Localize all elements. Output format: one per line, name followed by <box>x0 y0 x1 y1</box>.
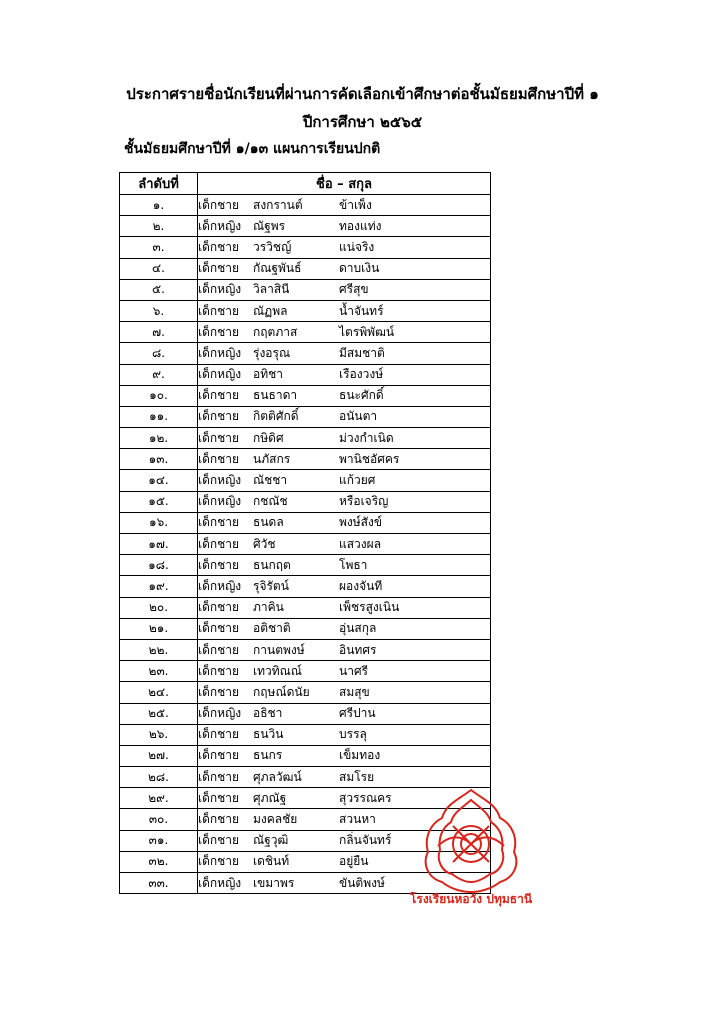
table-row <box>120 724 491 745</box>
name-prefix: เด็กชาย <box>198 621 240 636</box>
table-row <box>120 534 491 555</box>
last-name: ดาบเงิน <box>339 261 380 276</box>
row-number: ๒๔. <box>120 682 198 703</box>
first-name: ณัชชา <box>253 473 288 488</box>
row-number: ๒. <box>120 216 198 237</box>
first-name: ธนกร <box>253 748 283 763</box>
student-name <box>198 470 491 491</box>
name-prefix: เด็กชาย <box>198 303 240 318</box>
table-row <box>120 555 491 576</box>
table-row <box>120 258 491 279</box>
name-prefix: เด็กหญิง <box>198 218 242 233</box>
table-row <box>120 364 491 385</box>
row-number: ๘. <box>120 343 198 364</box>
row-number: ๓๑. <box>120 830 198 851</box>
student-name <box>198 555 491 576</box>
academic-year: ปีการศึกษา ๒๕๖๕ <box>302 113 423 131</box>
first-name: กชณัช <box>253 494 288 509</box>
last-name: มีสมชาติ <box>339 345 385 360</box>
name-prefix: เด็กชาย <box>198 642 240 657</box>
first-name: อติชาติ <box>253 621 291 636</box>
name-prefix: เด็กชาย <box>198 663 240 678</box>
name-prefix: เด็กชาย <box>198 388 240 403</box>
first-name: กษิดิศ <box>253 430 284 445</box>
last-name: โพธา <box>339 557 368 572</box>
last-name: ม่วงกำเนิด <box>339 430 394 445</box>
last-name: ศรีปาน <box>339 706 376 721</box>
table-row <box>120 470 491 491</box>
header-no: ลำดับที่ <box>120 173 198 195</box>
last-name: นาศรี <box>339 663 369 678</box>
table-row <box>120 491 491 512</box>
row-number: ๓๐. <box>120 809 198 830</box>
row-number: ๓๒. <box>120 851 198 872</box>
table-row <box>120 195 491 216</box>
row-number: ๑๒. <box>120 428 198 449</box>
last-name: เรืองวงษ์ <box>339 367 384 382</box>
table-row <box>120 597 491 618</box>
name-prefix: เด็กชาย <box>198 197 240 212</box>
last-name: อนันตา <box>339 409 378 424</box>
last-name: พงษ์สังข์ <box>339 515 383 530</box>
last-name: แก้วยศ <box>339 473 376 488</box>
last-name: ผองจันที <box>339 578 383 593</box>
first-name: กัณฐพันธ์ <box>253 261 302 276</box>
student-name <box>198 661 491 682</box>
first-name: กฤษณ์ดนัย <box>253 684 310 699</box>
name-prefix: เด็กหญิง <box>198 494 242 509</box>
table-row <box>120 767 491 788</box>
name-prefix: เด็กชาย <box>198 430 240 445</box>
table-row <box>120 618 491 639</box>
student-name <box>198 428 491 449</box>
student-name <box>198 343 491 364</box>
name-prefix: เด็กชาย <box>198 833 240 848</box>
name-prefix: เด็กชาย <box>198 854 240 869</box>
name-prefix: เด็กชาย <box>198 727 240 742</box>
school-seal-stamp <box>408 786 534 908</box>
table-row <box>120 703 491 724</box>
row-number: ๒๓. <box>120 661 198 682</box>
table-row <box>120 322 491 343</box>
name-prefix: เด็กชาย <box>198 600 240 615</box>
name-prefix: เด็กหญิง <box>198 875 242 890</box>
table-header-row <box>120 173 491 195</box>
first-name: เทวทิณณ์ <box>253 663 302 678</box>
student-name <box>198 724 491 745</box>
last-name: น้ำจันทร์ <box>339 303 384 318</box>
first-name: ศุภลวัฒน์ <box>253 769 302 784</box>
student-name <box>198 258 491 279</box>
row-number: ๖. <box>120 300 198 321</box>
table-row <box>120 512 491 533</box>
last-name: ทองแท่ง <box>339 218 382 233</box>
row-number: ๒๑. <box>120 618 198 639</box>
student-name <box>198 597 491 618</box>
student-name <box>198 745 491 766</box>
first-name: ณัฏพล <box>253 303 288 318</box>
first-name: มงคลชัย <box>253 812 298 827</box>
row-number: ๒๗. <box>120 745 198 766</box>
row-number: ๑๕. <box>120 491 198 512</box>
name-prefix: เด็กชาย <box>198 557 240 572</box>
last-name: ขันติพงษ์ <box>339 875 385 890</box>
row-number: ๑๓. <box>120 449 198 470</box>
student-name <box>198 322 491 343</box>
student-name <box>198 385 491 406</box>
student-name <box>198 279 491 300</box>
first-name: ธนธาดา <box>253 388 298 403</box>
table-row <box>120 745 491 766</box>
table-row <box>120 661 491 682</box>
table-row <box>120 682 491 703</box>
first-name: เขมาพร <box>253 875 295 890</box>
student-name <box>198 237 491 258</box>
last-name: สวนหา <box>339 812 376 827</box>
last-name: เพ็ชรสูงเนิน <box>339 600 400 615</box>
last-name: ธนะศักดิ์ <box>339 388 384 403</box>
table-row <box>120 385 491 406</box>
row-number: ๔. <box>120 258 198 279</box>
first-name: ภาคิน <box>253 600 284 615</box>
student-name <box>198 703 491 724</box>
first-name: อทิชา <box>253 367 283 382</box>
row-number: ๑๐. <box>120 385 198 406</box>
name-prefix: เด็กหญิง <box>198 706 242 721</box>
row-number: ๒๐. <box>120 597 198 618</box>
name-prefix: เด็กชาย <box>198 409 240 424</box>
name-prefix: เด็กชาย <box>198 324 240 339</box>
row-number: ๓. <box>120 237 198 258</box>
student-name <box>198 406 491 427</box>
name-prefix: เด็กหญิง <box>198 578 242 593</box>
name-prefix: เด็กหญิง <box>198 367 242 382</box>
row-number: ๒๘. <box>120 767 198 788</box>
first-name: วรวิชญ์ <box>253 239 292 254</box>
student-name <box>198 300 491 321</box>
last-name: ศรีสุข <box>339 282 369 297</box>
row-number: ๒๖. <box>120 724 198 745</box>
first-name: ณัฐพร <box>253 218 286 233</box>
table-row <box>120 428 491 449</box>
last-name: อยู่ยืน <box>339 854 369 869</box>
first-name: รุ่งอรุณ <box>253 345 291 360</box>
name-prefix: เด็กชาย <box>198 515 240 530</box>
table-row <box>120 576 491 597</box>
first-name: นภัสกร <box>253 451 291 466</box>
first-name: วิลาสินี <box>253 282 290 297</box>
last-name: หรือเจริญ <box>339 494 389 509</box>
name-prefix: เด็กชาย <box>198 451 240 466</box>
row-number: ๙. <box>120 364 198 385</box>
row-number: ๑๖. <box>120 512 198 533</box>
student-name <box>198 216 491 237</box>
student-name <box>198 534 491 555</box>
name-prefix: เด็กชาย <box>198 769 240 784</box>
name-prefix: เด็กหญิง <box>198 473 242 488</box>
row-number: ๑๗. <box>120 534 198 555</box>
student-name <box>198 618 491 639</box>
first-name: กิตติศักดิ์ <box>253 409 299 424</box>
row-number: ๑๘. <box>120 555 198 576</box>
first-name: สงกรานต์ <box>253 197 303 212</box>
table-row <box>120 343 491 364</box>
row-number: ๒๙. <box>120 788 198 809</box>
row-number: ๕. <box>120 279 198 300</box>
table-row <box>120 279 491 300</box>
first-name: ธนดล <box>253 515 284 530</box>
student-name <box>198 512 491 533</box>
student-name <box>198 491 491 512</box>
last-name: สุวรรณคร <box>339 790 392 805</box>
row-number: ๑๑. <box>120 406 198 427</box>
name-prefix: เด็กชาย <box>198 536 240 551</box>
table-row <box>120 639 491 660</box>
student-name <box>198 639 491 660</box>
name-prefix: เด็กหญิง <box>198 345 242 360</box>
first-name: กานตพงษ์ <box>253 642 305 657</box>
first-name: อธิชา <box>253 706 283 721</box>
last-name: ไตรพิพัฒน์ <box>339 324 395 339</box>
last-name: อุ่นสกุล <box>339 621 377 636</box>
row-number: ๒๒. <box>120 639 198 660</box>
table-row <box>120 449 491 470</box>
table-row <box>120 406 491 427</box>
last-name: เข็มทอง <box>339 748 381 763</box>
first-name: ศุภณัฐ <box>253 790 287 805</box>
student-name <box>198 576 491 597</box>
row-number: ๑. <box>120 195 198 216</box>
row-number: ๓๓. <box>120 873 198 894</box>
name-prefix: เด็กชาย <box>198 684 240 699</box>
row-number: ๑๙. <box>120 576 198 597</box>
row-number: ๗. <box>120 322 198 343</box>
row-number: ๒๕. <box>120 703 198 724</box>
document-title: ประกาศรายชื่อนักเรียนที่ผ่านการคัดเลือกเข้าศึกษาต่อชั้นมัธยมศึกษาปีที่ ๑ <box>126 85 599 103</box>
first-name: ศิวัช <box>253 536 276 551</box>
name-prefix: เด็กชาย <box>198 261 240 276</box>
first-name: เดชินท์ <box>253 854 290 869</box>
name-prefix: เด็กชาย <box>198 748 240 763</box>
name-prefix: เด็กชาย <box>198 790 240 805</box>
student-name <box>198 767 491 788</box>
name-prefix: เด็กชาย <box>198 239 240 254</box>
last-name: พานิชอัศคร <box>339 451 400 466</box>
first-name: กฤตภาส <box>253 324 298 339</box>
last-name: บรรลุ <box>339 727 367 742</box>
first-name: ธนวิน <box>253 727 284 742</box>
table-row <box>120 300 491 321</box>
stamp-text: โรงเรียนหอวัง ปทุมธานี <box>409 892 533 906</box>
last-name: แสวงผล <box>339 536 382 551</box>
last-name: แน่จริง <box>339 239 375 254</box>
last-name: ข้าเพ็ง <box>339 197 372 212</box>
last-name: กลิ่นจันทร์ <box>339 833 392 848</box>
table-row <box>120 216 491 237</box>
name-prefix: เด็กชาย <box>198 812 240 827</box>
student-name <box>198 449 491 470</box>
first-name: รุจิรัตน์ <box>253 578 289 593</box>
student-name <box>198 682 491 703</box>
first-name: ณัฐวุฒิ <box>253 833 289 848</box>
table-row <box>120 237 491 258</box>
last-name: อินทศร <box>339 642 377 657</box>
row-number: ๑๔. <box>120 470 198 491</box>
header-name: ชื่อ – สกุล <box>198 173 491 195</box>
last-name: สมโรย <box>339 769 375 784</box>
class-subtitle: ชั้นมัธยมศึกษาปีที่ ๑/๑๓ แผนการเรียนปกติ <box>124 141 381 157</box>
last-name: สมสุข <box>339 684 370 699</box>
student-name <box>198 364 491 385</box>
first-name: ธนกฤต <box>253 557 291 572</box>
student-name <box>198 195 491 216</box>
name-prefix: เด็กหญิง <box>198 282 242 297</box>
